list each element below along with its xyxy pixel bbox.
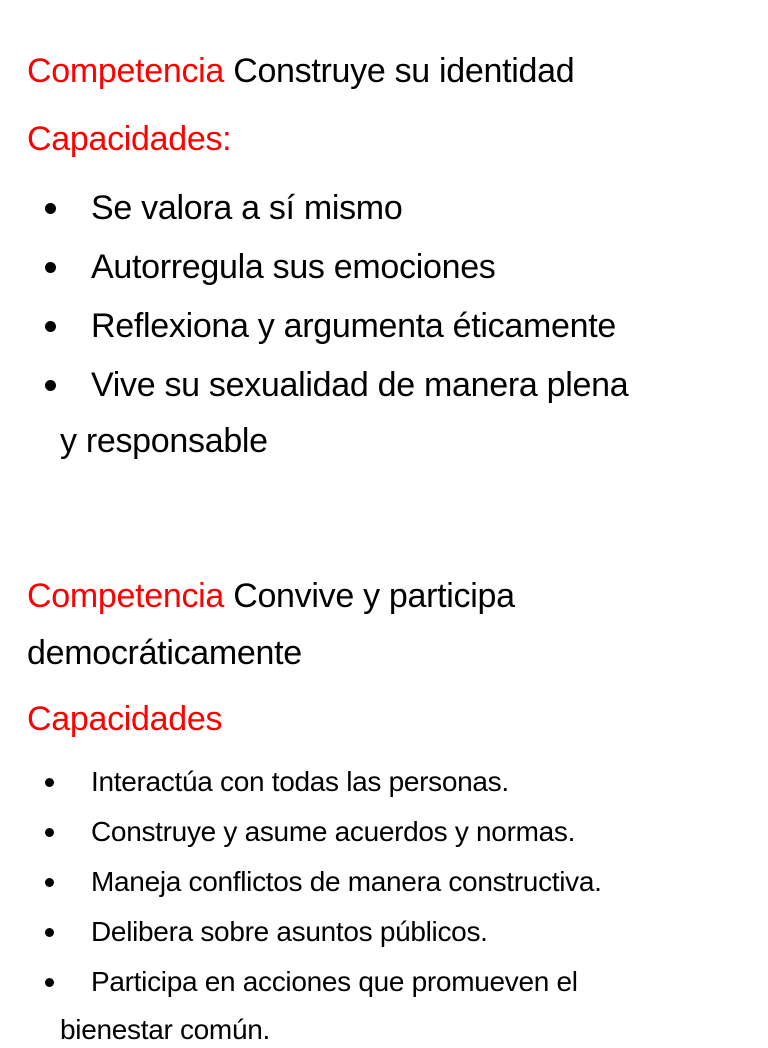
list-item-text: Reflexiona y argumenta éticamente xyxy=(91,307,616,345)
competencia-label: Competencia xyxy=(27,52,225,90)
bullet-icon xyxy=(45,978,54,987)
bullet-icon xyxy=(45,262,56,273)
list-item-text: Se valora a sí mismo xyxy=(91,189,403,227)
capacidades-list-2 xyxy=(0,764,768,1045)
list-item xyxy=(0,363,768,473)
capacidades-heading-1: Capacidades: xyxy=(27,120,232,158)
competencia-title: Construye su identidad xyxy=(233,52,575,90)
list-item-continuation: bienestar común. xyxy=(60,1014,270,1045)
list-item-text: Interactúa con todas las personas. xyxy=(91,766,509,797)
list-item xyxy=(0,186,768,245)
competencia-heading-1 xyxy=(27,52,574,91)
list-item xyxy=(0,964,768,1045)
list-item-text: Construye y asume acuerdos y normas. xyxy=(91,816,576,847)
list-item-text: Vive su sexualidad de manera plena xyxy=(91,366,629,404)
capacidades-list-1 xyxy=(0,186,768,473)
competencia-heading-2 xyxy=(27,577,515,616)
bullet-icon xyxy=(45,321,56,332)
list-item xyxy=(0,814,768,864)
list-item xyxy=(0,304,768,363)
bullet-icon xyxy=(45,928,54,937)
list-item-text: Autorregula sus emociones xyxy=(91,248,496,286)
list-item-text: Participa en acciones que promueven el xyxy=(91,966,578,997)
list-item-continuation: y responsable xyxy=(60,422,268,460)
competencia-label: Competencia xyxy=(27,577,225,615)
bullet-icon xyxy=(45,380,56,391)
bullet-icon xyxy=(45,203,56,214)
competencia-title: Convive y participa xyxy=(233,577,515,615)
bullet-icon xyxy=(45,828,54,837)
bullet-icon xyxy=(45,778,54,787)
list-item xyxy=(0,864,768,914)
list-item xyxy=(0,914,768,964)
bullet-icon xyxy=(45,878,54,887)
list-item xyxy=(0,245,768,304)
list-item-text: Maneja conflictos de manera constructiva. xyxy=(91,866,602,897)
capacidades-heading-2: Capacidades xyxy=(27,700,223,738)
list-item-text: Delibera sobre asuntos públicos. xyxy=(91,916,488,947)
competencia-title-continuation: democráticamente xyxy=(27,634,302,672)
list-item xyxy=(0,764,768,814)
